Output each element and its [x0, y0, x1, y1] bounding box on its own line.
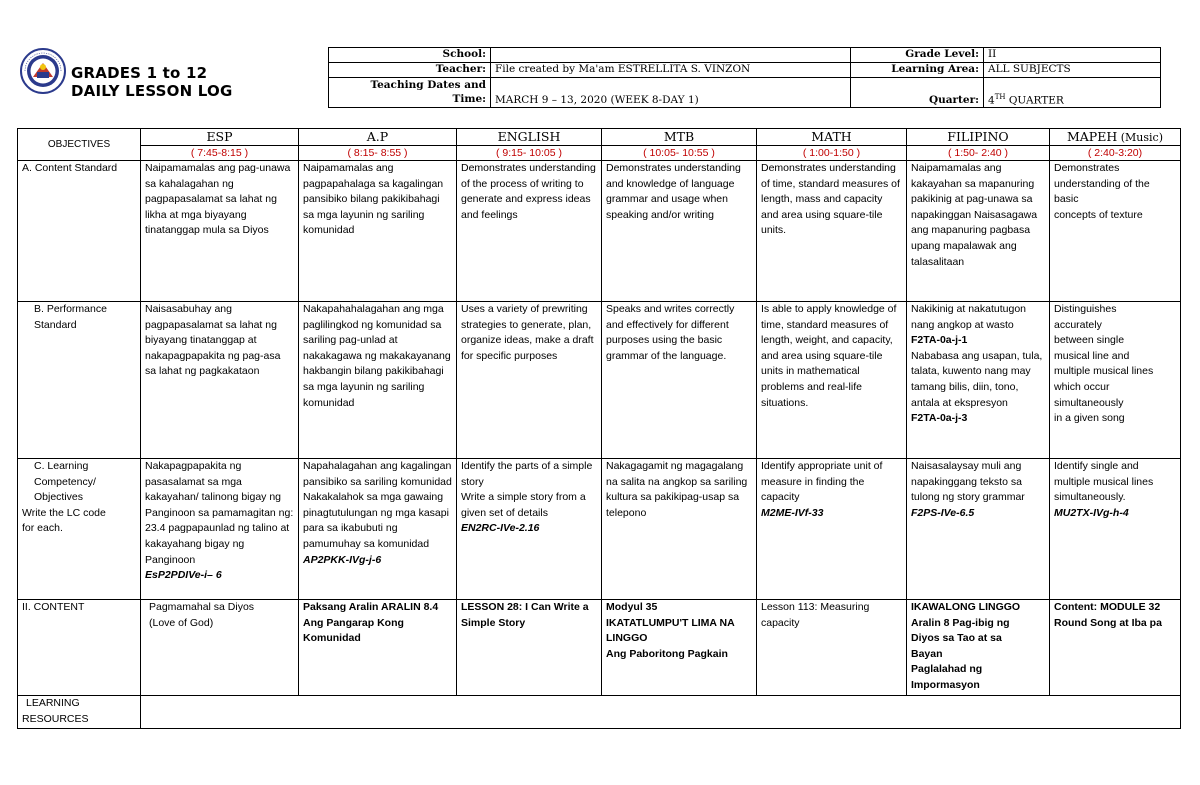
competency-filipino-code: F2PS-IVe-6.5 — [911, 506, 975, 519]
deped-seal-logo — [20, 48, 66, 94]
learning-area-value: ALL SUBJECTS — [984, 63, 1161, 78]
teaching-dates-value: MARCH 9 – 13, 2020 (WEEK 8-DAY 1) — [491, 78, 851, 108]
quarter-superscript: TH — [994, 92, 1006, 101]
competency-label-line-3: Objectives — [34, 491, 84, 504]
content-standard-mapeh — [1050, 161, 1181, 302]
performance-mapeh-line-4: musical line and — [1054, 349, 1130, 362]
content-mtb-line-3: LINGGO — [606, 632, 648, 645]
content-ap-line-1: Paksang Aralin ARALIN 8.4 — [303, 601, 439, 613]
content-mtb-line-1: Modyul 35 — [606, 601, 658, 613]
objectives-header: OBJECTIVES — [18, 129, 141, 161]
competency-english-code: EN2RC-IVe-2.16 — [461, 522, 540, 535]
subject-header-mapeh — [1050, 129, 1181, 146]
subject-header-math: MATH — [757, 129, 907, 146]
content-mapeh-line-1: Content: MODULE 32 — [1054, 601, 1161, 613]
competency-filipino — [907, 459, 1050, 600]
title-line-1: GRADES 1 to 12 — [71, 64, 208, 82]
time-ap: ( 8:15- 8:55 ) — [299, 146, 457, 161]
content-filipino-line-1: IKAWALONG LINGGO — [911, 601, 1021, 613]
content-mapeh — [1050, 600, 1181, 696]
competency-esp — [141, 459, 299, 600]
mapeh-title: MAPEH — [1066, 129, 1118, 144]
performance-mapeh-line-7: simultaneously — [1054, 396, 1124, 409]
learning-resources-cell — [141, 696, 1181, 729]
performance-mapeh-line-1: Distinguishes — [1054, 303, 1117, 315]
competency-esp-text-2: 23.4 pagpapaunlad ng talino at kakayahang bigay ng Panginoon — [145, 522, 290, 566]
content-ap-line-2: Ang Pangarap Kong — [303, 616, 404, 629]
time-english: ( 9:15- 10:05 ) — [457, 146, 602, 161]
time-mapeh: ( 2:40-3:20) — [1050, 146, 1181, 161]
school-label: School: — [329, 48, 491, 63]
quarter-value — [984, 78, 1161, 108]
competency-label-line-1: C. Learning — [34, 460, 89, 472]
content-standard-mapeh-line-4: concepts of texture — [1054, 208, 1143, 221]
teaching-dates-label — [329, 78, 491, 108]
performance-standard-mapeh — [1050, 302, 1181, 459]
performance-mapeh-line-3: between single — [1054, 334, 1125, 347]
content-esp-line-1: Pagmamahal sa Diyos — [149, 601, 255, 613]
content-standard-filipino: Naipamamalas ang kakayahan sa mapanuring pakikinig at pag-unawa sa napakinggan Naisasagawa ang mapanuring pagbasa upang mapalawak ang talasalitaan — [907, 161, 1050, 302]
competency-label-line-5: for each. — [22, 522, 63, 535]
teaching-dates-label-line-1: Teaching Dates and — [370, 79, 486, 91]
time-math: ( 1:00-1:50 ) — [757, 146, 907, 161]
competency-ap — [299, 459, 457, 600]
competency-esp-code: EsP2PDIVe-i– 6 — [145, 569, 222, 582]
performance-filipino-code-1: F2TA-0a-j-1 — [911, 334, 968, 347]
performance-filipino-text-1: Nakikinig at nakatutugon nang angkop at wasto — [911, 303, 1026, 331]
performance-standard-ap: Nakapahahalagahan ang mga paglilingkod ng komunidad sa sariling pag-unlad at nakakagawa ng makakayanang hakbangin bilang pakikibahagi sa mga layunin ng sariling komunidad — [299, 302, 457, 459]
content-mtb — [602, 600, 757, 696]
competency-math-text: Identify appropriate unit of measure in finding the capacity — [761, 460, 883, 504]
row-label-performance-standard — [18, 302, 141, 459]
subject-header-filipino: FILIPINO — [907, 129, 1050, 146]
content-standard-math: Demonstrates understanding of time, standard measures of length, mass and capacity and area using square-tile units. — [757, 161, 907, 302]
subject-header-mtb: MTB — [602, 129, 757, 146]
competency-mtb: Nakagagamit ng magagalang na salita na angkop sa sariling kultura sa pakikipag-usap sa telepono — [602, 459, 757, 600]
lesson-log-table — [17, 128, 1181, 729]
grade-level-value: II — [984, 48, 1161, 63]
header-info-table — [328, 47, 1161, 108]
time-esp: ( 7:45-8:15 ) — [141, 146, 299, 161]
resources-label-line-1: LEARNING — [26, 697, 80, 709]
content-esp-line-2: (Love of God) — [149, 616, 214, 629]
content-mtb-line-2: IKATATLUMPU'T LIMA NA — [606, 616, 735, 629]
content-math: Lesson 113: Measuring capacity — [757, 600, 907, 696]
performance-standard-english: Uses a variety of prewriting strategies to generate, plan, organize ideas, make a draft for specific purposes — [457, 302, 602, 459]
content-standard-mapeh-line-1: Demonstrates — [1054, 162, 1120, 174]
performance-mapeh-line-5: multiple musical lines — [1054, 365, 1154, 378]
content-standard-esp: Naipamamalas ang pag-unawa sa kahalagahan ng pagpapasalamat sa lahat ng likha at mga biyayang tinatanggap mula sa Diyos — [141, 161, 299, 302]
quarter-label: Quarter: — [851, 78, 984, 108]
content-mtb-line-4: Ang Paboritong Pagkain — [606, 647, 728, 660]
time-filipino: ( 1:50- 2:40 ) — [907, 146, 1050, 161]
performance-standard-esp: Naisasabuhay ang pagpapasalamat sa lahat ng biyayang tinatanggap at nakapagpapakita ng pag-asa sa lahat ng pagkakataon — [141, 302, 299, 459]
competency-filipino-text: Naisasalaysay muli ang napakinggang teksto sa tulong ng story grammar — [911, 460, 1025, 504]
teaching-dates-label-line-2: Time: — [452, 93, 486, 105]
performance-filipino-text-2: Nababasa ang usapan, tula, talata, kuwento nang may tamang bilis, diin, tono, antala at ekspresyon — [911, 349, 1043, 409]
quarter-word: QUARTER — [1008, 94, 1064, 106]
mapeh-suffix: (Music) — [1117, 131, 1164, 144]
performance-filipino-code-2: F2TA-0a-j-3 — [911, 412, 968, 425]
content-filipino — [907, 600, 1050, 696]
content-filipino-line-5: Paglalahad ng — [911, 663, 983, 676]
row-label-learning-competency — [18, 459, 141, 600]
competency-english — [457, 459, 602, 600]
content-filipino-line-6: Impormasyon — [911, 678, 980, 691]
competency-math — [757, 459, 907, 600]
competency-mapeh-code: MU2TX-IVg-h-4 — [1054, 506, 1129, 519]
row-label-content: II. CONTENT — [18, 600, 141, 696]
subject-header-ap: A.P — [299, 129, 457, 146]
competency-mapeh — [1050, 459, 1181, 600]
performance-standard-math: Is able to apply knowledge of time, standard measures of length, weight, and capacity, and area using square-tile units in mathematical problems and real-life situations. — [757, 302, 907, 459]
title-line-2: DAILY LESSON LOG — [71, 82, 233, 100]
competency-english-text-2: Write a simple story from a given set of details — [461, 491, 586, 519]
competency-esp-text: Nakapagpapakita ng pasasalamat sa mga kakayahan/ talinong bigay ng Panginoon sa pamamagitan ng: — [145, 460, 294, 519]
content-standard-mapeh-line-3: basic — [1054, 193, 1079, 206]
competency-english-text-1: Identify the parts of a simple story — [461, 460, 593, 488]
content-standard-ap: Naipamamalas ang pagpapahalaga sa kagalingan pansibiko bilang pakikibahagi sa mga layunin ng sariling komunidad — [299, 161, 457, 302]
grade-level-label: Grade Level: — [851, 48, 984, 63]
content-filipino-line-2: Aralin 8 Pag-ibig ng — [911, 616, 1010, 629]
performance-label-line-2: Standard — [34, 318, 77, 331]
performance-standard-filipino — [907, 302, 1050, 459]
content-ap-line-3: Komunidad — [303, 632, 361, 645]
content-english: LESSON 28: I Can Write a Simple Story — [457, 600, 602, 696]
learning-area-label: Learning Area: — [851, 63, 984, 78]
content-ap — [299, 600, 457, 696]
content-mapeh-line-2: Round Song at Iba pa — [1054, 616, 1162, 629]
subject-header-esp: ESP — [141, 129, 299, 146]
row-label-content-standard: A. Content Standard — [18, 161, 141, 302]
subject-header-english: ENGLISH — [457, 129, 602, 146]
resources-label-line-2: RESOURCES — [22, 712, 89, 725]
teacher-label: Teacher: — [329, 63, 491, 78]
content-standard-mtb: Demonstrates understanding and knowledge of language grammar and usage when speaking and/or writing — [602, 161, 757, 302]
performance-mapeh-line-8: in a given song — [1054, 412, 1125, 425]
quarter-number: 4 — [988, 94, 995, 106]
content-filipino-line-4: Bayan — [911, 647, 943, 660]
performance-label-line-1: B. Performance — [34, 303, 107, 315]
teacher-value: File created by Ma'am ESTRELLITA S. VINZON — [491, 63, 851, 78]
content-esp — [141, 600, 299, 696]
competency-label-line-2: Competency/ — [34, 475, 96, 488]
competency-ap-code: AP2PKK-IVg-j-6 — [303, 553, 382, 566]
competency-ap-text: Napahalagahan ang kagalingan pansibiko sa sariling komunidad Nakakalahok sa mga gawaing pinagtutulungan ng mga kasapi para sa ikabubuti ng pamumuhay sa komunidad — [303, 460, 452, 550]
row-label-learning-resources — [18, 696, 141, 729]
content-standard-english: Demonstrates understanding of the process of writing to generate and express ideas and feelings — [457, 161, 602, 302]
school-value — [491, 48, 851, 63]
performance-standard-mtb: Speaks and writes correctly and effectively for different purposes using the basic grammar of the language. — [602, 302, 757, 459]
performance-mapeh-line-6: which occur — [1054, 380, 1110, 393]
competency-math-code: M2ME-IVf-33 — [761, 506, 824, 519]
content-standard-mapeh-line-2: understanding of the — [1054, 177, 1150, 190]
content-filipino-line-3: Diyos sa Tao at sa — [911, 632, 1002, 645]
time-mtb: ( 10:05- 10:55 ) — [602, 146, 757, 161]
page-title — [71, 64, 233, 100]
performance-mapeh-line-2: accurately — [1054, 318, 1102, 331]
competency-label-line-4: Write the LC code — [22, 506, 106, 519]
competency-mapeh-text: Identify single and multiple musical lines simultaneously. — [1054, 460, 1154, 504]
